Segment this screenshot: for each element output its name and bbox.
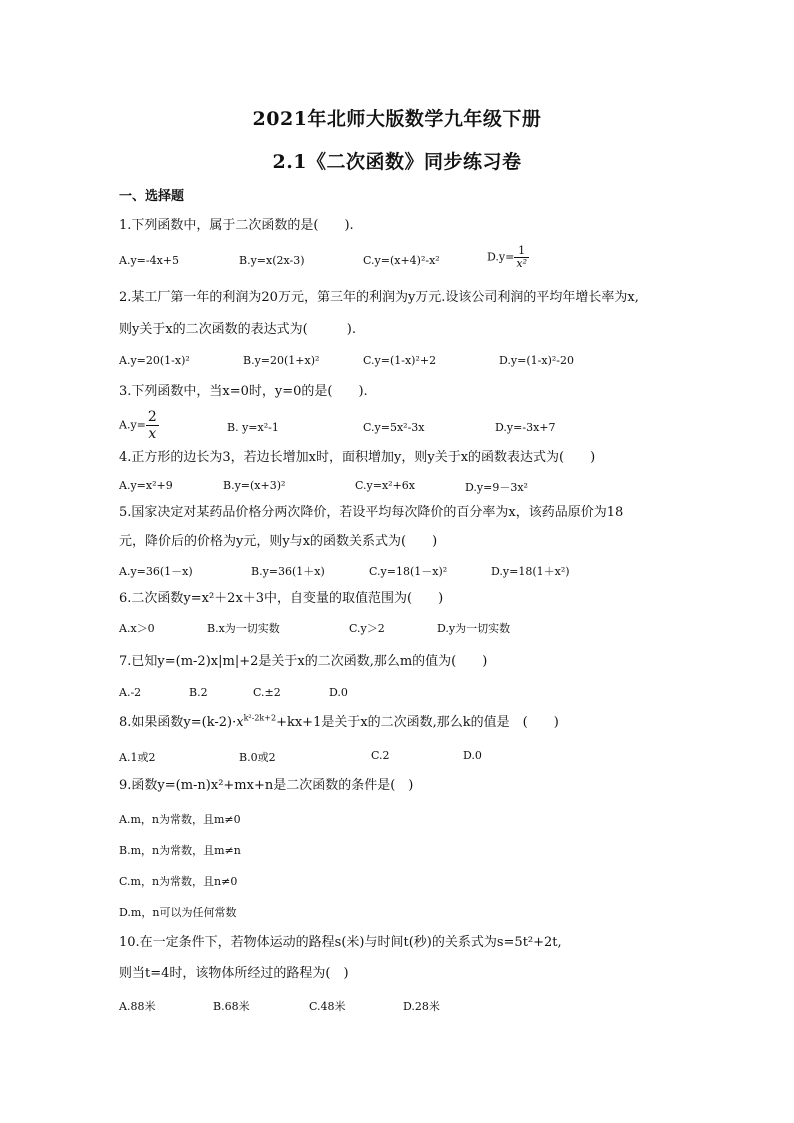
question-5-stem-line-1: 5.国家决定对某药品价格分两次降价，若设平均每次降价的百分率为x，该药品原价为18 bbox=[119, 505, 624, 520]
option-d: D.y=-3x+7 bbox=[495, 421, 556, 434]
option-a: A.-2 bbox=[119, 686, 142, 699]
option-b: B.y=x(2x-3) bbox=[239, 254, 305, 267]
question-2-stem-line-2: 则y关于x的二次函数的表达式为( ). bbox=[119, 322, 356, 337]
option-d: D.m，n可以为任何常数 bbox=[119, 906, 237, 919]
option-a: A.1或2 bbox=[119, 751, 156, 764]
option-d: D.y=9－3x² bbox=[465, 481, 528, 494]
option-a bbox=[119, 409, 159, 442]
option-a: A.88米 bbox=[119, 1000, 156, 1013]
fraction-numerator: 1 bbox=[514, 245, 529, 258]
question-8-stem-end: +kx+1是关于x的二次函数,那么k的值是 ( ) bbox=[276, 715, 559, 730]
option-c: C.±2 bbox=[253, 686, 281, 699]
option-c: C.48米 bbox=[309, 1000, 346, 1013]
question-8-stem-start: 8.如果函数y=(k-2)· bbox=[119, 715, 237, 730]
option-b: B. y=x²-1 bbox=[227, 421, 279, 434]
question-2-stem-line-1: 2.某工厂第一年的利润为20万元，第三年的利润为y万元.设该公司利润的平均年增长率为x, bbox=[119, 290, 639, 305]
section-heading: 一、选择题 bbox=[119, 189, 185, 204]
fraction-denominator: x bbox=[148, 426, 157, 442]
option-d: D.y=(1-x)²-20 bbox=[499, 354, 574, 367]
option-a: A.x＞0 bbox=[119, 622, 155, 635]
variable-x: x bbox=[236, 715, 244, 730]
fraction-denominator: x² bbox=[516, 257, 527, 270]
option-c: C.y=18(1－x)² bbox=[369, 565, 448, 578]
question-7-stem: 7.已知y=(m-2)x|m|+2是关于x的二次函数,那么m的值为( ) bbox=[119, 654, 488, 669]
option-c: C.y=(1-x)²+2 bbox=[363, 354, 437, 367]
option-a: A.y=x²+9 bbox=[119, 479, 173, 492]
option-c: C.y=5x²-3x bbox=[363, 421, 425, 434]
option-d bbox=[487, 245, 529, 270]
option-d: D.0 bbox=[463, 749, 482, 762]
option-d-prefix: D.y= bbox=[487, 250, 515, 264]
option-d: D.y为一切实数 bbox=[437, 622, 511, 635]
option-a: A.y=36(1－x) bbox=[119, 565, 193, 578]
fraction-numerator: 2 bbox=[147, 409, 157, 425]
option-b: B.y=(x+3)² bbox=[223, 479, 286, 492]
worksheet-title: 2021年北师大版数学九年级下册 bbox=[252, 108, 542, 130]
option-c: C.2 bbox=[371, 749, 390, 762]
option-c: C.y=(x+4)²-x² bbox=[363, 254, 440, 267]
question-1-stem: 1.下列函数中，属于二次函数的是( ). bbox=[119, 218, 354, 233]
option-b: B.y=20(1+x)² bbox=[243, 354, 320, 367]
option-a-fraction bbox=[146, 409, 159, 442]
question-4-stem: 4.正方形的边长为3，若边长增加x时，面积增加y，则y关于x的函数表达式为( ) bbox=[119, 450, 596, 465]
option-a: A.m，n为常数，且m≠0 bbox=[119, 813, 241, 826]
option-d-fraction bbox=[514, 245, 529, 270]
question-8-stem bbox=[119, 715, 559, 731]
option-c: C.y＞2 bbox=[349, 622, 385, 635]
option-d: D.0 bbox=[329, 686, 348, 699]
option-b: B.m，n为常数，且m≠n bbox=[119, 844, 241, 857]
option-b: B.2 bbox=[189, 686, 208, 699]
option-b: B.68米 bbox=[213, 1000, 250, 1013]
exponent: k²-2k+2 bbox=[243, 713, 277, 723]
question-10-stem-line-1: 10.在一定条件下，若物体运动的路程s(米)与时间t(秒)的关系式为s=5t²+2t, bbox=[119, 935, 562, 950]
option-c: C.m，n为常数，且n≠0 bbox=[119, 875, 238, 888]
question-6-stem: 6.二次函数y=x²＋2x＋3中，自变量的取值范围为( ) bbox=[119, 591, 444, 606]
worksheet-subtitle: 2.1《二次函数》同步练习卷 bbox=[272, 151, 522, 173]
question-10-stem-line-2: 则当t=4时，该物体所经过的路程为( ) bbox=[119, 966, 349, 981]
question-9-stem: 9.函数y=(m-n)x²+mx+n是二次函数的条件是( ) bbox=[119, 778, 414, 793]
option-d: D.y=18(1＋x²) bbox=[491, 565, 570, 578]
option-b: B.y=36(1＋x) bbox=[251, 565, 325, 578]
option-a: A.y=-4x+5 bbox=[119, 254, 180, 267]
option-a-prefix: A.y= bbox=[119, 418, 146, 432]
option-c: C.y=x²+6x bbox=[355, 479, 415, 492]
option-d: D.28米 bbox=[403, 1000, 440, 1013]
question-3-stem: 3.下列函数中，当x=0时，y=0的是( ). bbox=[119, 384, 368, 399]
question-5-stem-line-2: 元，降价后的价格为y元，则y与x的函数关系式为( ) bbox=[119, 534, 438, 549]
option-a: A.y=20(1-x)² bbox=[119, 354, 190, 367]
option-b: B.0或2 bbox=[239, 751, 276, 764]
option-b: B.x为一切实数 bbox=[207, 622, 280, 635]
